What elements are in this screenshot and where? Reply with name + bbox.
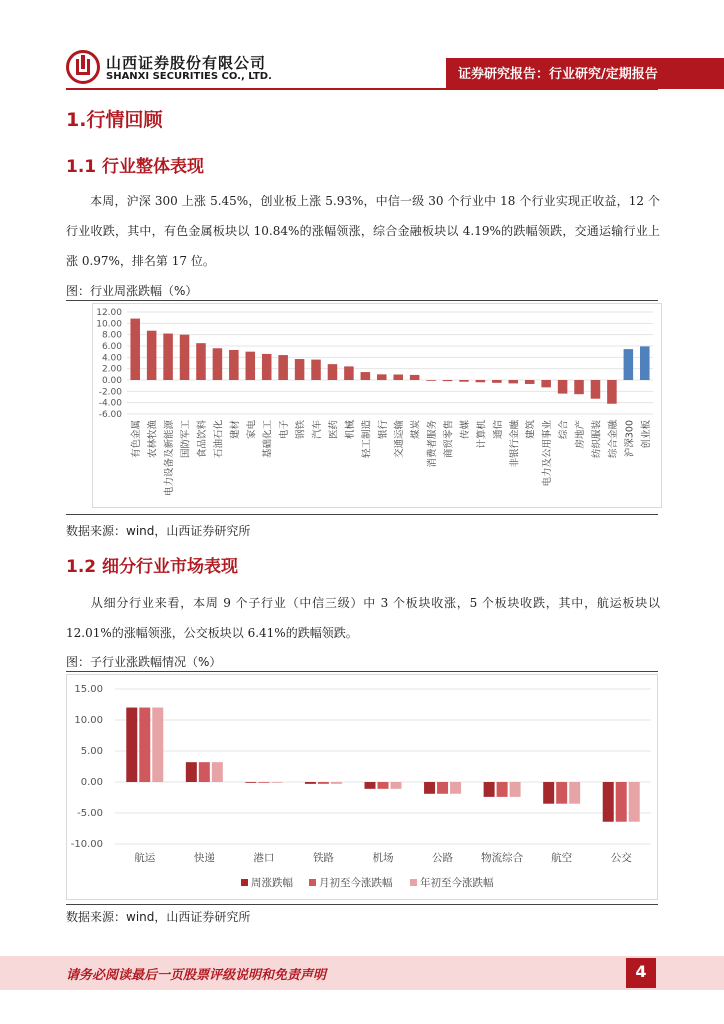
x-tick-label: 创业板 [640,420,652,449]
company-name-en: SHANXI SECURITIES CO., LTD. [106,71,272,82]
y-tick-label: 8.00 [101,330,122,341]
figure-caption: 图：子行业涨跌幅情况（%） [66,655,222,669]
paragraph [66,588,660,648]
bar [509,380,519,383]
company-name-cn: 山西证券股份有限公司 [106,54,267,72]
figure-caption: 图：行业周涨跌幅（%） [66,284,198,298]
source-divider [66,514,658,515]
y-tick-label: -2.00 [98,387,122,398]
paragraph-text: 本周，沪深 300 上涨 5.45%，创业板上涨 5.93%，中信一级 30 个行业中 18 个行业实现正收益，12 个行业收跌，其中，有色金属板块以 10.84%的涨幅领涨，综合金融板块以 4.19%的跌幅领跌，交通运输行业上涨 0.97%，排名第 17 位。 [66,194,660,268]
bar [318,782,329,784]
x-tick-label: 铁路 [312,852,334,864]
bar [391,782,402,789]
legend-swatch [309,879,316,886]
bar [365,782,376,789]
y-tick-label: 5.00 [80,746,103,757]
bar [574,380,584,394]
bar [450,782,461,794]
x-tick-label: 银行 [377,420,389,440]
bar [311,360,321,380]
bar [199,762,210,782]
bar [543,782,554,804]
x-tick-label: 石油石化 [213,420,225,459]
subsection-title: 1.2 细分行业市场表现 [66,557,239,577]
x-tick-label: 港口 [253,852,275,864]
industry-weekly-chart [93,304,661,507]
bar [212,762,223,782]
y-tick-label: 12.00 [96,308,122,318]
x-tick-label: 航运 [134,852,156,864]
x-tick-label: 基础化工 [262,420,274,459]
x-tick-label: 国防军工 [180,420,192,459]
chart-frame [92,303,662,508]
bar [525,380,535,384]
legend-label: 月初至今涨跌幅 [319,877,393,889]
paragraph-text: 从细分行业来看，本周 9 个子行业（中信三级）中 3 个板块收涨，5 个板块收跌，其中，航运板块以 12.01%的涨幅领涨，公交板块以 6.41%的跌幅领跌。 [66,596,660,640]
header-divider [66,88,658,90]
bar [361,372,371,380]
legend-label: 周涨跌幅 [251,877,293,889]
legend-label: 年初至今涨跌幅 [420,877,494,889]
data-source: 数据来源：wind，山西证券研究所 [66,524,251,538]
bar [262,354,272,380]
y-tick-label: -5.00 [77,808,103,819]
x-tick-label: 建材 [229,420,241,440]
x-tick-label: 建筑 [525,420,537,440]
x-tick-label: 消费者服务 [427,420,439,468]
bar [163,334,173,380]
bar [476,380,486,382]
y-tick-label: -10.00 [70,839,103,850]
bar [305,782,316,784]
x-tick-label: 轻工制造 [361,420,373,459]
bar [424,782,435,794]
x-tick-label: 有色金属 [131,420,143,459]
sub-industry-chart [67,675,657,899]
bar [152,708,163,782]
x-tick-label: 非银行金融 [509,420,521,468]
bar [258,782,269,783]
x-tick-label: 房地产 [575,420,587,449]
bar [186,762,197,782]
x-tick-label: 纺织服装 [591,420,603,459]
bar [569,782,580,804]
x-tick-label: 交通运输 [394,420,406,459]
bar [492,380,502,383]
y-tick-label: -6.00 [98,410,122,420]
y-tick-label: 2.00 [101,364,122,375]
bar [443,380,453,381]
bar [640,346,650,380]
bar [180,335,190,380]
y-tick-label: 6.00 [101,342,122,352]
bar [629,782,640,822]
disclaimer: 请务必阅读最后一页股票评级说明和免责声明 [66,968,327,983]
x-tick-label: 煤炭 [410,420,422,440]
x-tick-label: 钢铁 [295,420,307,440]
y-tick-label: 10.00 [96,319,122,330]
bar [328,364,338,380]
x-tick-label: 电力设备及新能源 [164,420,176,497]
y-tick-label: 10.00 [74,715,103,726]
x-tick-label: 传媒 [459,420,471,440]
chart-frame [66,674,658,900]
bar [271,782,282,783]
x-tick-label: 沪深300 [624,420,636,458]
bar [616,782,627,822]
bar [295,359,305,380]
bar [437,782,448,794]
paragraph [66,186,660,276]
caption-divider [66,671,658,672]
x-tick-label: 机场 [372,852,394,864]
bar [196,343,206,380]
y-tick-label: -4.00 [98,398,122,409]
bar [378,782,389,789]
x-tick-label: 计算机 [476,420,488,449]
bar [603,782,614,822]
y-tick-label: 15.00 [74,684,103,695]
bar [130,319,140,380]
y-tick-label: 0.00 [101,376,122,386]
bar [558,380,568,394]
company-logo [66,50,100,84]
x-tick-label: 家电 [246,420,258,440]
bar [229,350,239,380]
legend-swatch [410,879,417,886]
bar [377,374,387,380]
x-tick-label: 农林牧渔 [147,420,159,459]
bar [147,331,157,380]
section-title: 1.行情回顾 [66,109,163,131]
bar [213,348,223,380]
y-tick-label: 0.00 [80,777,103,788]
legend-swatch [241,879,248,886]
x-tick-label: 物流综合 [481,852,524,864]
bar [459,380,469,382]
x-tick-label: 电力及公用事业 [542,420,554,487]
y-tick-label: 4.00 [101,353,122,364]
x-tick-label: 快递 [193,852,215,864]
x-tick-label: 食品饮料 [196,420,208,459]
caption-divider [66,300,658,301]
x-tick-label: 医药 [328,420,340,440]
bar [484,782,495,797]
bar [624,349,634,380]
x-tick-label: 航空 [551,852,573,864]
bar [331,782,342,784]
data-source: 数据来源：wind，山西证券研究所 [66,910,251,924]
bar [556,782,567,804]
x-tick-label: 汽车 [312,420,324,440]
bar [139,708,150,782]
subsection-title: 1.1 行业整体表现 [66,157,205,177]
x-tick-label: 电子 [279,420,291,440]
bar [426,380,436,381]
bar [591,380,601,399]
x-tick-label: 综合金融 [607,420,619,459]
page-number: 4 [635,962,647,981]
bar [126,708,137,782]
bar [410,375,420,380]
source-divider [66,904,658,905]
bar [607,380,617,404]
x-tick-label: 公交 [610,852,632,864]
x-tick-label: 商贸零售 [443,420,455,459]
x-tick-label: 通信 [492,420,504,440]
x-tick-label: 公路 [432,852,454,864]
bar [245,782,256,783]
bar [393,375,403,380]
bar [497,782,508,797]
bar [510,782,521,797]
bar [278,355,288,380]
x-tick-label: 综合 [558,420,570,440]
x-tick-label: 机械 [344,420,356,440]
report-type: 证券研究报告：行业研究/定期报告 [458,67,658,82]
bar [541,380,551,387]
bar [246,352,256,380]
bar [344,366,354,380]
